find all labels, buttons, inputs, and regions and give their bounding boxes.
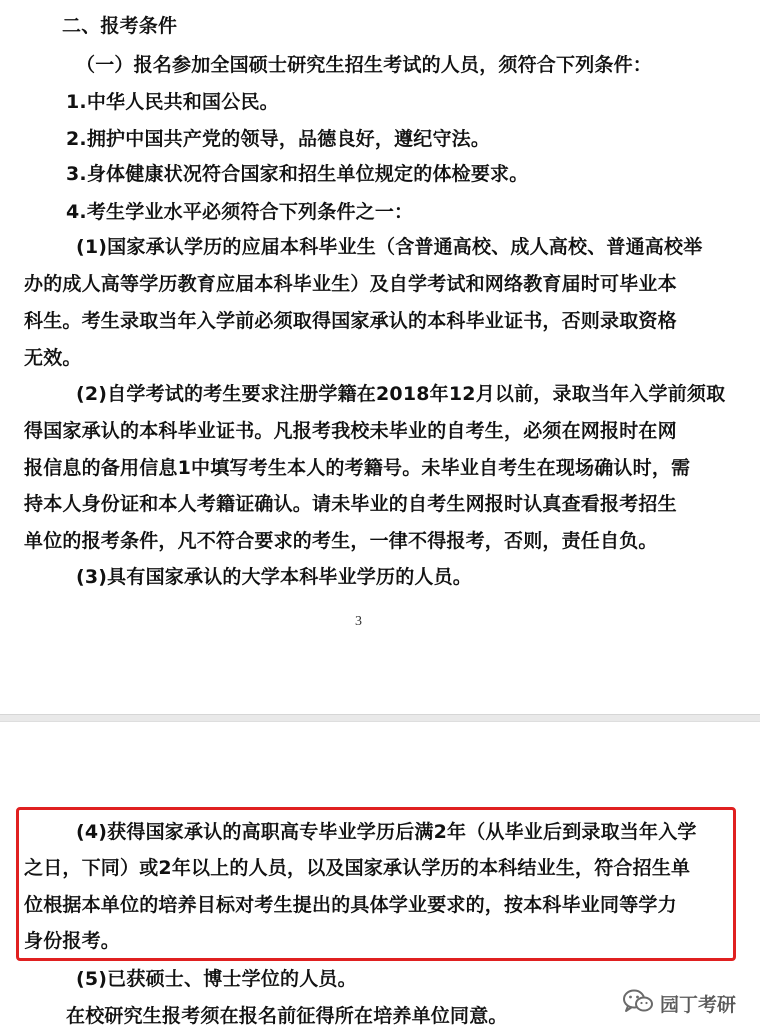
paragraph-line: 3.身体健康状况符合国家和招生单位规定的体检要求。 xyxy=(66,163,529,185)
page-number: 3 xyxy=(355,614,362,629)
paragraph-line: （一）报名参加全国硕士研究生招生考试的人员，须符合下列条件： xyxy=(76,54,653,76)
paragraph-line: 4.考生学业水平必须符合下列条件之一： xyxy=(66,201,414,223)
paragraph-line: 得国家承认的本科毕业证书。凡报考我校未毕业的自考生，必须在网报时在网 xyxy=(24,420,677,442)
highlighted-line: 位根据本单位的培养目标对考生提出的具体学业要求的，按本科毕业同等学力 xyxy=(24,894,677,916)
watermark xyxy=(622,988,736,1018)
wechat-icon xyxy=(622,988,654,1018)
paragraph-line: 2.拥护中国共产党的领导，品德良好，遵纪守法。 xyxy=(66,128,491,150)
highlighted-line: 身份报考。 xyxy=(24,930,121,952)
paragraph-line: (1)国家承认学历的应届本科毕业生（含普通高校、成人高校、普通高校举 xyxy=(76,236,703,258)
paragraph-line: 1.中华人民共和国公民。 xyxy=(66,91,279,113)
paragraph-line: 单位的报考条件，凡不符合要求的考生，一律不得报考，否则，责任自负。 xyxy=(24,530,658,552)
paragraph-line: (2)自学考试的考生要求注册学籍在2018年12月以前，录取当年入学前须取 xyxy=(76,383,726,405)
document-page-bottom xyxy=(0,722,760,1036)
page-separator xyxy=(0,714,760,722)
paragraph-line: (5)已获硕士、博士学位的人员。 xyxy=(76,968,357,990)
paragraph-line: 报信息的备用信息1中填写考生本人的考籍号。未毕业自考生在现场确认时，需 xyxy=(24,457,691,479)
highlighted-line: 之日，下同）或2年以上的人员，以及国家承认学历的本科结业生，符合招生单 xyxy=(24,857,691,879)
paragraph-line: 在校研究生报考须在报名前征得所在培养单位同意。 xyxy=(66,1005,508,1027)
paragraph-line: 无效。 xyxy=(24,347,82,369)
paragraph-line: 办的成人高等学历教育应届本科毕业生）及自学考试和网络教育届时可毕业本 xyxy=(24,273,677,295)
highlighted-line: (4)获得国家承认的高职高专毕业学历后满2年（从毕业后到录取当年入学 xyxy=(76,821,697,843)
watermark-text: 园丁考研 xyxy=(660,993,737,1016)
section-heading: 二、报考条件 xyxy=(62,15,178,37)
paragraph-line: 持本人身份证和本人考籍证确认。请未毕业的自考生网报时认真查看报考招生 xyxy=(24,493,677,515)
paragraph-line: (3)具有国家承认的大学本科毕业学历的人员。 xyxy=(76,566,472,588)
paragraph-line: 科生。考生录取当年入学前必须取得国家承认的本科毕业证书，否则录取资格 xyxy=(24,310,677,332)
